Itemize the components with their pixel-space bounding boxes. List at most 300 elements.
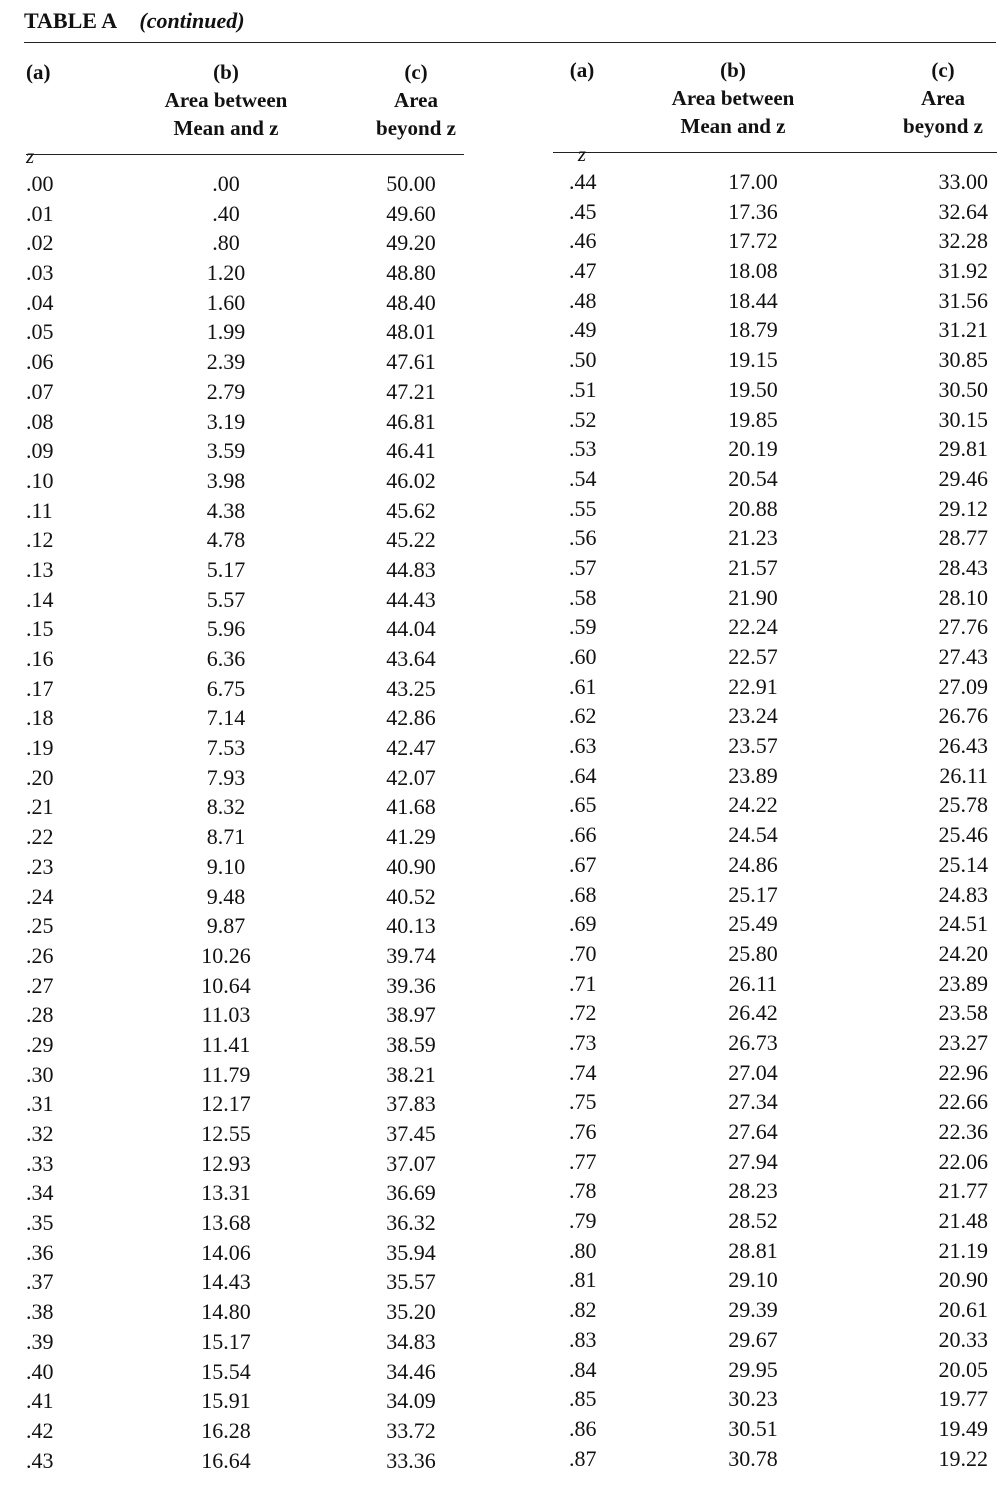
cell-col-a: .05 [26,319,54,345]
cell-col-c: 44.83 [386,556,436,582]
cell-col-a: .12 [26,527,54,553]
cell-col-a: .66 [569,822,597,848]
cell-col-b: 12.55 [201,1121,251,1146]
cell-col-a: .02 [26,230,54,256]
cell-col-c: 39.36 [386,972,436,998]
cell-col-b: 24.22 [728,792,778,818]
cell-col-c: 39.74 [386,942,436,968]
cell-col-a: .15 [26,616,54,642]
cell-col-c: 50.00 [386,171,436,196]
cell-col-c: 30.15 [938,406,988,432]
table-row [553,1265,997,1295]
cell-col-c: 20.33 [938,1326,988,1352]
cell-col-c: 45.62 [386,497,436,523]
cell-col-b: 12.93 [201,1150,251,1176]
table-row [553,909,997,939]
cell-col-b: 29.95 [728,1356,778,1382]
cell-col-a: .67 [569,851,597,877]
cell-col-a: .44 [569,169,597,194]
table-row [26,1208,464,1238]
table-row [26,1327,464,1357]
cell-col-c: 40.52 [386,883,436,909]
table-row [26,941,464,971]
table-row [553,197,997,227]
cell-col-a: .26 [26,942,54,968]
table-row [26,525,464,555]
cell-col-b: 19.50 [728,376,778,402]
cell-col-b: 27.64 [728,1119,778,1144]
top-rule [24,42,996,43]
header-col-a [557,56,607,168]
cell-col-a: .38 [26,1299,54,1325]
cell-col-c: 31.56 [938,287,988,313]
cell-col-a: .33 [26,1150,54,1176]
cell-col-a: .14 [26,586,54,612]
cell-col-b: 28.81 [728,1237,778,1263]
table-row [26,1119,464,1149]
cell-col-c: 25.78 [938,792,988,818]
table-row [553,256,997,286]
cell-col-a: .65 [569,792,597,818]
cell-col-a: .17 [26,675,54,701]
cell-col-a: .06 [26,349,54,375]
cell-col-c: 21.19 [938,1237,988,1263]
table-row [553,642,997,672]
table-row [26,1149,464,1179]
table-row [553,880,997,910]
cell-col-c: 23.27 [938,1029,988,1055]
cell-col-c: 41.68 [386,794,436,820]
cell-col-b: 9.10 [206,853,246,879]
cell-col-b: 25.49 [728,911,778,937]
table-row [26,199,464,229]
cell-col-a: .53 [569,436,597,462]
table-label: TABLE A [24,8,116,33]
cell-col-b: 16.28 [201,1417,251,1443]
cell-col-a: .28 [26,1002,54,1028]
cell-col-a: .60 [569,644,597,669]
table-row [26,1000,464,1030]
cell-col-b: 20.88 [728,495,778,521]
header-col-a-label: (a) [26,60,51,84]
cell-col-c: 19.22 [938,1445,988,1471]
table-row [553,315,997,345]
table-row [553,226,997,256]
cell-col-c: 22.36 [938,1119,988,1144]
cell-col-c: 48.40 [386,289,436,315]
cell-col-a: .73 [569,1029,597,1055]
cell-col-b: 3.98 [206,467,246,493]
cell-col-c: 37.07 [386,1150,436,1176]
table-row [553,1028,997,1058]
table-row [553,405,997,435]
cell-col-c: 33.36 [386,1447,436,1473]
cell-col-c: 42.86 [386,705,436,731]
table-row [553,1058,997,1088]
cell-col-b: 24.54 [728,822,778,848]
table-row [553,1325,997,1355]
cell-col-c: 24.51 [938,911,988,937]
cell-col-c: 44.43 [386,586,436,612]
left-table-body [26,169,464,1475]
cell-col-c: 24.83 [938,881,988,907]
cell-col-a: .11 [26,497,53,523]
cell-col-b: 18.79 [728,317,778,343]
cell-col-b: .00 [212,171,240,196]
table-row [26,703,464,733]
cell-col-c: 21.77 [938,1178,988,1204]
header-col-b [126,58,326,142]
cell-col-b: 26.73 [728,1029,778,1055]
cell-col-b: 27.34 [728,1089,778,1115]
cell-col-a: .85 [569,1386,597,1412]
header-col-b-label: (b) [213,60,239,84]
cell-col-b: 18.08 [728,258,778,284]
cell-col-b: 11.41 [201,1031,251,1057]
cell-col-a: .82 [569,1297,597,1323]
cell-col-b: 16.64 [201,1447,251,1473]
cell-col-c: 35.20 [386,1299,436,1325]
cell-col-b: 30.23 [728,1386,778,1412]
cell-col-c: 22.96 [938,1059,988,1085]
cell-col-b: .40 [212,200,240,226]
cell-col-a: .62 [569,703,597,729]
cell-col-b: 7.14 [206,705,246,731]
cell-col-a: .47 [569,258,597,284]
cell-col-a: .55 [569,495,597,521]
header-col-c-line1: Area [921,86,965,110]
cell-col-a: .61 [569,673,597,699]
table-row [26,1238,464,1268]
cell-col-a: .87 [569,1445,597,1471]
cell-col-b: 11.03 [201,1002,251,1028]
cell-col-c: 34.83 [386,1328,436,1354]
cell-col-a: .81 [569,1267,597,1293]
cell-col-a: .50 [569,347,597,373]
cell-col-c: 31.92 [938,258,988,284]
cell-col-c: 41.29 [386,824,436,850]
table-row [553,1176,997,1206]
table-row [26,407,464,437]
cell-col-c: 26.43 [938,733,988,759]
cell-col-c: 34.46 [386,1358,436,1384]
table-row [26,169,464,199]
cell-col-b: 26.11 [728,970,778,996]
cell-col-c: 35.94 [386,1239,436,1265]
cell-col-b: 1.20 [206,260,246,286]
cell-col-c: 28.77 [938,525,988,551]
cell-col-c: 44.04 [386,616,436,642]
cell-col-a: .79 [569,1208,597,1234]
cell-col-a: .59 [569,614,597,640]
cell-col-c: 23.58 [938,1000,988,1026]
cell-col-c: 49.60 [386,200,436,226]
cell-col-a: .22 [26,824,54,850]
cell-col-b: 2.79 [206,378,246,404]
cell-col-b: 14.43 [201,1269,251,1295]
left-header-rule [26,154,464,155]
table-row [553,494,997,524]
table-row [26,1357,464,1387]
table-row [553,1414,997,1444]
cell-col-b: 4.38 [206,497,246,523]
cell-col-c: 20.61 [938,1297,988,1323]
cell-col-c: 36.32 [386,1210,436,1236]
cell-col-c: 31.21 [938,317,988,343]
header-col-a-label: (a) [569,58,595,82]
table-row [26,733,464,763]
cell-col-a: .27 [26,972,54,998]
cell-col-c: 49.20 [386,230,436,256]
cell-col-c: 20.90 [938,1267,988,1293]
table-row [553,345,997,375]
table-row [553,1147,997,1177]
cell-col-c: 46.41 [386,438,436,464]
cell-col-a: .71 [569,970,597,996]
continued-label: (continued) [139,8,245,33]
header-col-a-sub: z [577,142,587,166]
table-row [26,1446,464,1476]
cell-col-b: 20.19 [728,436,778,462]
table-row [26,1267,464,1297]
cell-col-a: .76 [569,1119,597,1144]
cell-col-a: .21 [26,794,54,820]
header-col-b-line2: Mean and z [680,114,786,138]
cell-col-b: 3.59 [206,438,246,464]
cell-col-b: 11.79 [201,1061,251,1087]
cell-col-c: 42.47 [386,735,436,761]
cell-col-b: 2.39 [206,349,246,375]
table-row [553,523,997,553]
right-table-body [553,167,997,1473]
header-col-b-line1: Area between [671,86,795,110]
cell-col-b: 29.39 [728,1297,778,1323]
cell-col-a: .32 [26,1121,54,1146]
cell-col-c: 22.66 [938,1089,988,1115]
cell-col-c: 35.57 [386,1269,436,1295]
cell-col-b: 1.99 [206,319,246,345]
table-row [553,1355,997,1385]
table-row [553,1384,997,1414]
cell-col-b: 17.72 [728,228,778,254]
cell-col-b: 10.64 [201,972,251,998]
table-row [26,1060,464,1090]
cell-col-a: .54 [569,465,597,491]
cell-col-c: 36.69 [386,1180,436,1206]
table-row [553,1087,997,1117]
cell-col-c: 28.10 [938,584,988,610]
table-row [26,882,464,912]
cell-col-c: 38.59 [386,1031,436,1057]
cell-col-a: .80 [569,1237,597,1263]
table-row [553,1117,997,1147]
cell-col-c: 45.22 [386,527,436,553]
cell-col-a: .68 [569,881,597,907]
cell-col-b: 25.80 [728,940,778,966]
cell-col-c: 27.43 [938,644,988,669]
cell-col-c: 25.46 [938,822,988,848]
header-col-b-label: (b) [720,58,746,82]
cell-col-a: .63 [569,733,597,759]
table-row [553,731,997,761]
cell-col-c: 27.76 [938,614,988,640]
cell-col-c: 26.11 [939,762,988,788]
cell-col-b: 6.75 [206,675,246,701]
table-row [553,1206,997,1236]
cell-col-a: .49 [569,317,597,343]
table-row [553,612,997,642]
cell-col-a: .20 [26,764,54,790]
table-row [553,761,997,791]
cell-col-c: 21.48 [938,1208,988,1234]
cell-col-c: 25.14 [938,851,988,877]
cell-col-c: 29.12 [938,495,988,521]
cell-col-c: 22.06 [938,1148,988,1174]
cell-col-b: 9.48 [206,883,246,909]
cell-col-a: .77 [569,1148,597,1174]
cell-col-c: 48.80 [386,260,436,286]
cell-col-c: 19.49 [938,1415,988,1441]
cell-col-a: .03 [26,260,54,286]
table-row [26,614,464,644]
cell-col-c: 27.09 [938,673,988,699]
cell-col-b: 18.44 [728,287,778,313]
table-row [553,286,997,316]
cell-col-c: 40.90 [386,853,436,879]
table-row [26,1416,464,1446]
cell-col-a: .43 [26,1447,54,1473]
table-row [26,911,464,941]
cell-col-b: 5.57 [206,586,246,612]
cell-col-c: 26.76 [938,703,988,729]
cell-col-b: 7.53 [206,735,246,761]
cell-col-a: .41 [26,1388,54,1414]
cell-col-b: 15.17 [201,1328,251,1354]
cell-col-b: 21.90 [728,584,778,610]
cell-col-b: 27.04 [728,1059,778,1085]
table-row [553,553,997,583]
cell-col-a: .18 [26,705,54,731]
table-row [553,701,997,731]
cell-col-c: 23.89 [938,970,988,996]
cell-col-b: 26.42 [728,1000,778,1026]
cell-col-c: 20.05 [938,1356,988,1382]
cell-col-b: 14.80 [201,1299,251,1325]
table-row [26,288,464,318]
cell-col-b: 29.10 [728,1267,778,1293]
cell-col-b: 22.91 [728,673,778,699]
cell-col-a: .69 [569,911,597,937]
cell-col-b: 19.85 [728,406,778,432]
cell-col-b: 21.57 [728,554,778,580]
cell-col-c: 40.13 [386,913,436,939]
cell-col-b: 22.57 [728,644,778,669]
header-col-a-sub: z [26,144,35,168]
table-row [26,763,464,793]
cell-col-c: 32.28 [938,228,988,254]
cell-col-a: .70 [569,940,597,966]
table-row [553,820,997,850]
cell-col-a: .30 [26,1061,54,1087]
cell-col-a: .36 [26,1239,54,1265]
header-col-b [633,56,833,140]
table-row [26,585,464,615]
cell-col-a: .35 [26,1210,54,1236]
left-table-panel [26,58,464,1475]
cell-col-c: 42.07 [386,764,436,790]
cell-col-a: .56 [569,525,597,551]
table-row [553,850,997,880]
cell-col-a: .19 [26,735,54,761]
cell-col-a: .75 [569,1089,597,1115]
table-row [26,436,464,466]
cell-col-b: 23.89 [728,762,778,788]
cell-col-b: 30.78 [728,1445,778,1471]
cell-col-b: 28.52 [728,1208,778,1234]
table-row [26,852,464,882]
cell-col-c: 47.61 [386,349,436,375]
cell-col-c: 33.00 [938,169,988,194]
cell-col-b: 22.24 [728,614,778,640]
cell-col-b: 14.06 [201,1239,251,1265]
left-table-header [26,58,464,168]
cell-col-a: .51 [569,376,597,402]
cell-col-b: 15.91 [201,1388,251,1414]
cell-col-b: 8.32 [206,794,246,820]
cell-col-c: 37.83 [386,1091,436,1117]
cell-col-c: 28.43 [938,554,988,580]
header-col-b-line2: Mean and z [173,116,279,140]
cell-col-a: .01 [26,200,54,226]
table-row [26,1030,464,1060]
cell-col-b: 28.23 [728,1178,778,1204]
table-row [26,674,464,704]
cell-col-a: .37 [26,1269,54,1295]
cell-col-c: 33.72 [386,1417,436,1443]
cell-col-b: 30.51 [728,1415,778,1441]
table-row [553,1236,997,1266]
cell-col-a: .04 [26,289,54,315]
cell-col-a: .40 [26,1358,54,1384]
cell-col-a: .52 [569,406,597,432]
header-col-a [26,58,66,170]
cell-col-a: .86 [569,1415,597,1441]
right-table-header [553,56,997,166]
cell-col-b: 15.54 [201,1358,251,1384]
table-row [26,317,464,347]
right-table-panel [553,56,997,1473]
cell-col-c: 38.97 [386,1002,436,1028]
table-row [26,466,464,496]
table-row [26,258,464,288]
cell-col-c: 19.77 [938,1386,988,1412]
cell-col-c: 46.02 [386,467,436,493]
cell-col-b: 9.87 [206,913,246,939]
cell-col-c: 34.09 [386,1388,436,1414]
table-row [553,969,997,999]
cell-col-a: .83 [569,1326,597,1352]
table-row [553,998,997,1028]
header-col-c-line2: beyond z [903,114,983,138]
cell-col-c: 24.20 [938,940,988,966]
cell-col-b: 27.94 [728,1148,778,1174]
header-col-b-line1: Area between [164,88,288,112]
table-row [553,790,997,820]
cell-col-a: .46 [569,228,597,254]
cell-col-c: 30.85 [938,347,988,373]
cell-col-b: 20.54 [728,465,778,491]
cell-col-c: 43.25 [386,675,436,701]
